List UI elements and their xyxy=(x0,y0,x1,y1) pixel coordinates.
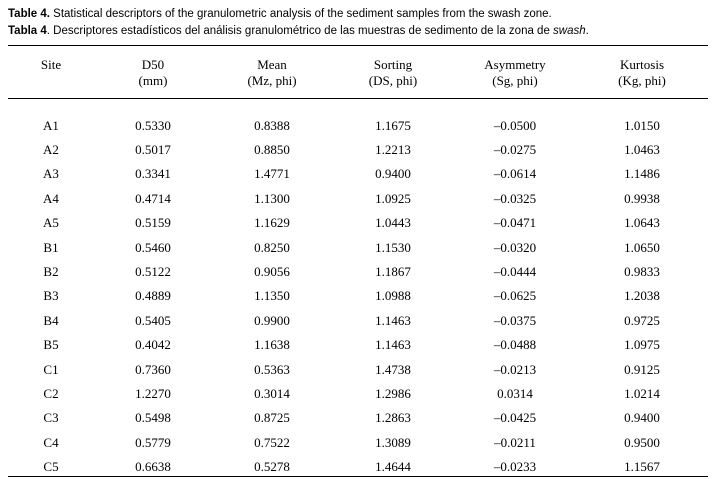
value-cell: 0.7522 xyxy=(254,434,290,450)
site-cell: C3 xyxy=(43,410,59,426)
value-cell: 0.9833 xyxy=(624,264,660,280)
value-cell: 1.1350 xyxy=(254,288,290,304)
value-cell: 1.0975 xyxy=(624,337,660,353)
site-cell: C2 xyxy=(43,385,59,401)
value-cell: 1.2863 xyxy=(375,410,411,426)
column-header-title: D50 xyxy=(141,57,165,72)
site-cell: B5 xyxy=(43,337,59,353)
site-cell: B2 xyxy=(43,264,59,280)
value-cell: –0.0488 xyxy=(493,337,537,353)
value-cell: 0.3014 xyxy=(254,385,290,401)
value-cell: 1.0214 xyxy=(624,385,660,401)
column-header xyxy=(332,46,454,109)
value-cell: 1.3089 xyxy=(375,434,411,450)
column-header-unit: (DS, phi) xyxy=(368,73,418,88)
value-cell: 1.0650 xyxy=(624,239,660,255)
site-cell: B4 xyxy=(43,312,59,328)
value-cell: 1.0643 xyxy=(624,215,660,231)
value-cell: 0.4042 xyxy=(135,337,171,353)
column-header xyxy=(8,46,94,109)
caption-text: Statistical descriptors of the granulometric analysis of the sediment samples from the swash zone. xyxy=(49,8,552,20)
value-cell: 0.5779 xyxy=(135,434,171,450)
column-header-title: Sorting xyxy=(373,57,413,72)
column-header-title: Asymmetry xyxy=(484,57,546,72)
value-cell: 0.7360 xyxy=(135,361,171,377)
caption-label: Table 4. xyxy=(8,8,50,20)
value-cell: 0.5363 xyxy=(254,361,290,377)
value-cell: 1.1463 xyxy=(375,312,411,328)
value-cell: 0.9500 xyxy=(624,434,660,450)
value-cell: –0.0500 xyxy=(493,117,537,133)
value-cell: 1.0443 xyxy=(375,215,411,231)
table-row xyxy=(8,333,708,357)
column-header-unit: (Kg, phi) xyxy=(618,73,666,88)
value-cell: 0.9938 xyxy=(624,190,660,206)
table-row xyxy=(8,357,708,381)
site-cell: A2 xyxy=(43,142,59,158)
value-cell: 1.2213 xyxy=(375,142,411,158)
value-cell: 0.5278 xyxy=(254,459,290,475)
value-cell: 1.0925 xyxy=(375,190,411,206)
value-cell: 1.1300 xyxy=(254,190,290,206)
site-cell: B3 xyxy=(43,288,59,304)
value-cell: 1.2038 xyxy=(624,288,660,304)
table-row xyxy=(8,109,708,137)
table-header xyxy=(8,46,708,109)
value-cell: 0.0314 xyxy=(497,385,533,401)
value-cell: –0.0444 xyxy=(493,264,537,280)
value-cell: 1.4771 xyxy=(254,166,290,182)
value-cell: –0.0211 xyxy=(494,434,536,450)
value-cell: 0.5122 xyxy=(135,264,171,280)
value-cell: –0.0325 xyxy=(493,190,537,206)
column-header xyxy=(576,46,708,109)
value-cell: 0.4889 xyxy=(135,288,171,304)
value-cell: –0.0213 xyxy=(493,361,537,377)
site-cell: C5 xyxy=(43,459,59,475)
value-cell: 1.0463 xyxy=(624,142,660,158)
value-cell: 1.4644 xyxy=(375,459,411,475)
site-cell: A1 xyxy=(43,117,59,133)
value-cell: –0.0320 xyxy=(493,239,537,255)
value-cell: 0.5159 xyxy=(135,215,171,231)
column-header-unit: (Sg, phi) xyxy=(492,73,538,88)
site-cell: B1 xyxy=(43,239,59,255)
caption-text: . Descriptores estadísticos del análisis granulométrico de las muestras de sedimento de la zona de xyxy=(46,25,554,37)
caption-italic-term: swash xyxy=(553,25,586,37)
value-cell: 1.1629 xyxy=(254,215,290,231)
value-cell: 0.8388 xyxy=(254,117,290,133)
value-cell: 0.9400 xyxy=(624,410,660,426)
value-cell: –0.0425 xyxy=(493,410,537,426)
table-row xyxy=(8,186,708,210)
column-header-title: Kurtosis xyxy=(619,57,665,72)
value-cell: 1.1486 xyxy=(624,166,660,182)
value-cell: 1.1675 xyxy=(375,117,411,133)
table-caption-spanish xyxy=(8,24,589,38)
value-cell: 1.1867 xyxy=(375,264,411,280)
site-cell: A3 xyxy=(43,166,59,182)
value-cell: 1.1463 xyxy=(375,337,411,353)
value-cell: 0.5460 xyxy=(135,239,171,255)
value-cell: –0.0625 xyxy=(493,288,537,304)
value-cell: 1.2986 xyxy=(375,385,411,401)
column-header-title: Mean xyxy=(257,57,287,72)
value-cell: 0.9900 xyxy=(254,312,290,328)
table-row xyxy=(8,454,708,478)
value-cell: –0.0233 xyxy=(493,459,537,475)
value-cell: 0.9400 xyxy=(375,166,411,182)
column-header xyxy=(94,46,212,109)
value-cell: 0.4714 xyxy=(135,190,171,206)
table-body xyxy=(8,109,708,479)
value-cell: 0.6638 xyxy=(135,459,171,475)
value-cell: 0.8850 xyxy=(254,142,290,158)
value-cell: –0.0614 xyxy=(493,166,537,182)
value-cell: 1.1567 xyxy=(624,459,660,475)
value-cell: –0.0375 xyxy=(493,312,537,328)
table-row xyxy=(8,406,708,430)
caption-label: Tabla 4 xyxy=(8,25,47,37)
value-cell: 1.1638 xyxy=(254,337,290,353)
value-cell: 0.5405 xyxy=(135,312,171,328)
value-cell: 1.4738 xyxy=(375,361,411,377)
value-cell: 0.5017 xyxy=(135,142,171,158)
column-header xyxy=(212,46,332,109)
header-row xyxy=(8,46,708,109)
value-cell: 0.3341 xyxy=(135,166,171,182)
table-caption-english xyxy=(8,7,552,21)
column-header xyxy=(454,46,576,109)
value-cell: 1.0150 xyxy=(624,117,660,133)
caption-end: . xyxy=(585,25,589,37)
table-row xyxy=(8,162,708,186)
granulometric-table xyxy=(8,46,708,479)
site-cell: A5 xyxy=(43,215,59,231)
table-row xyxy=(8,235,708,259)
table-row xyxy=(8,430,708,454)
column-header-title: Site xyxy=(40,57,62,72)
site-cell: A4 xyxy=(43,190,59,206)
column-header-unit: (Mz, phi) xyxy=(247,73,297,88)
value-cell: 0.9056 xyxy=(254,264,290,280)
value-cell: 0.9125 xyxy=(624,361,660,377)
table-row xyxy=(8,137,708,161)
column-header-unit: (mm) xyxy=(138,73,168,88)
value-cell: 0.8725 xyxy=(254,410,290,426)
value-cell: 1.1530 xyxy=(375,239,411,255)
value-cell: 1.2270 xyxy=(135,385,171,401)
table-row xyxy=(8,308,708,332)
value-cell: 0.8250 xyxy=(254,239,290,255)
value-cell: 0.9725 xyxy=(624,312,660,328)
table-row xyxy=(8,211,708,235)
site-cell: C4 xyxy=(43,434,59,450)
value-cell: –0.0275 xyxy=(493,142,537,158)
value-cell: 0.5330 xyxy=(135,117,171,133)
table-row xyxy=(8,381,708,405)
site-cell: C1 xyxy=(43,361,59,377)
value-cell: –0.0471 xyxy=(493,215,537,231)
table-row xyxy=(8,259,708,283)
value-cell: 0.5498 xyxy=(135,410,171,426)
table-row xyxy=(8,284,708,308)
value-cell: 1.0988 xyxy=(375,288,411,304)
